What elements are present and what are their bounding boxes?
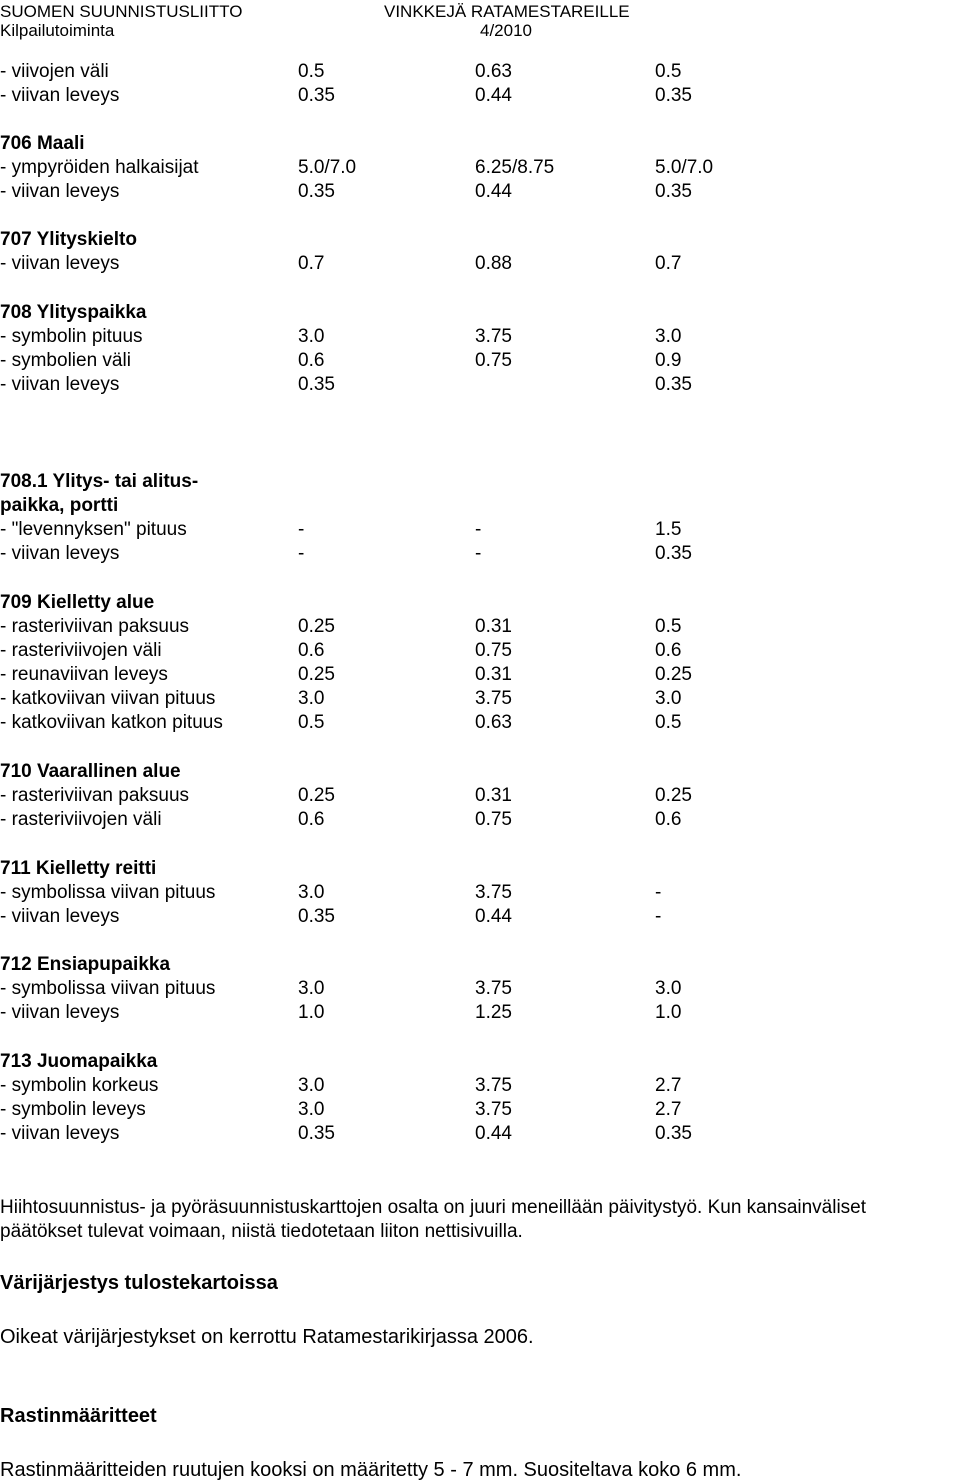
row-value-3: 0.7 — [655, 253, 682, 274]
row-value-3: 1.5 — [655, 519, 682, 540]
row-value-2: 0.75 — [475, 809, 512, 830]
row-value-3: 0.35 — [655, 85, 692, 106]
section-heading: 710 Vaarallinen alue — [0, 761, 181, 782]
color-order-text: Oikeat värijärjestykset on kerrottu Ratamestarikirjassa 2006. — [0, 1326, 534, 1348]
row-value-1: 3.0 — [298, 688, 325, 709]
row-value-1: 0.6 — [298, 350, 325, 371]
row-value-2: 3.75 — [475, 326, 512, 347]
row-value-2: - — [475, 543, 482, 564]
row-label: - symbolin korkeus — [0, 1075, 159, 1096]
row-label: - "levennyksen" pituus — [0, 519, 187, 540]
section-heading: 713 Juomapaikka — [0, 1051, 158, 1072]
row-value-3: 0.35 — [655, 1123, 692, 1144]
row-label: - viivan leveys — [0, 1123, 120, 1144]
row-value-2: 1.25 — [475, 1002, 512, 1023]
row-label: - viivojen väli — [0, 61, 109, 82]
row-value-1: 0.6 — [298, 640, 325, 661]
section-heading: 706 Maali — [0, 133, 85, 154]
row-label: - viivan leveys — [0, 181, 120, 202]
section-heading: 711 Kielletty reitti — [0, 858, 157, 879]
row-value-3: 0.9 — [655, 350, 682, 371]
section-heading: 707 Ylityskielto — [0, 229, 137, 250]
row-value-2: 3.75 — [475, 1075, 512, 1096]
row-value-3: - — [655, 906, 662, 927]
row-value-3: 2.7 — [655, 1099, 682, 1120]
row-value-3: 0.5 — [655, 712, 682, 733]
control-markers-text: Rastinmääritteiden ruutujen kooksi on määritetty 5 - 7 mm. Suositeltava koko 6 mm. — [0, 1459, 742, 1481]
section-heading-continued: paikka, portti — [0, 495, 119, 516]
row-value-1: 0.5 — [298, 712, 325, 733]
row-value-3: 0.6 — [655, 809, 682, 830]
row-value-2: 3.75 — [475, 1099, 512, 1120]
row-label: - katkoviivan katkon pituus — [0, 712, 223, 733]
row-value-1: 0.35 — [298, 181, 335, 202]
row-label: - symbolissa viivan pituus — [0, 882, 216, 903]
row-label: - rasteriviivan paksuus — [0, 785, 190, 806]
section-heading: 708.1 Ylitys- tai alitus- — [0, 471, 199, 492]
row-value-3: 5.0/7.0 — [655, 157, 714, 178]
note-paragraph-line-2: päätökset tulevat voimaan, niistä tiedotetaan liiton nettisivuilla. — [0, 1221, 523, 1242]
row-value-2: 0.63 — [475, 61, 512, 82]
row-label: - rasteriviivan paksuus — [0, 616, 190, 637]
row-value-3: 0.35 — [655, 374, 692, 395]
row-value-2: 3.75 — [475, 978, 512, 999]
row-value-2: 0.31 — [475, 664, 512, 685]
section-heading: 708 Ylityspaikka — [0, 302, 147, 323]
row-value-2: 0.44 — [475, 181, 512, 202]
row-label: - viivan leveys — [0, 1002, 120, 1023]
row-value-2: 0.63 — [475, 712, 512, 733]
row-value-1: 0.6 — [298, 809, 325, 830]
header-title: VINKKEJÄ RATAMESTAREILLE — [384, 2, 630, 21]
header-department: Kilpailutoiminta — [0, 21, 115, 40]
row-value-1: 0.5 — [298, 61, 325, 82]
row-label: - viivan leveys — [0, 906, 120, 927]
note-paragraph-line-1: Hiihtosuunnistus- ja pyöräsuunnistuskarttojen osalta on juuri meneillään päivitystyö. Kun kansainväliset — [0, 1197, 867, 1218]
row-label: - rasteriviivojen väli — [0, 640, 162, 661]
row-value-2: 0.44 — [475, 906, 512, 927]
page-header — [0, 0, 960, 48]
row-value-2: 0.75 — [475, 640, 512, 661]
row-value-3: 3.0 — [655, 978, 682, 999]
color-order-heading: Värijärjestys tulostekartoissa — [0, 1272, 278, 1294]
row-value-1: 0.25 — [298, 616, 335, 637]
row-value-1: 3.0 — [298, 978, 325, 999]
row-value-3: 2.7 — [655, 1075, 682, 1096]
control-markers-heading: Rastinmääritteet — [0, 1405, 157, 1427]
row-value-1: 0.25 — [298, 785, 335, 806]
row-label: - viivan leveys — [0, 85, 120, 106]
row-value-1: - — [298, 519, 305, 540]
row-value-1: 0.35 — [298, 85, 335, 106]
row-label: - viivan leveys — [0, 374, 120, 395]
row-value-3: 0.25 — [655, 664, 692, 685]
row-label: - symbolien väli — [0, 350, 131, 371]
row-label: - symbolissa viivan pituus — [0, 978, 216, 999]
row-value-3: 0.35 — [655, 543, 692, 564]
row-value-3: 0.35 — [655, 181, 692, 202]
row-value-2: - — [475, 519, 482, 540]
row-label: - symbolin leveys — [0, 1099, 146, 1120]
row-value-2: 0.44 — [475, 85, 512, 106]
row-label: - viivan leveys — [0, 543, 120, 564]
row-value-1: 3.0 — [298, 882, 325, 903]
row-value-2: 0.44 — [475, 1123, 512, 1144]
row-value-1: 1.0 — [298, 1002, 325, 1023]
row-label: - viivan leveys — [0, 253, 120, 274]
row-label: - rasteriviivojen väli — [0, 809, 162, 830]
row-value-3: 3.0 — [655, 326, 682, 347]
row-value-3: - — [655, 882, 662, 903]
row-label: - katkoviivan viivan pituus — [0, 688, 216, 709]
row-value-1: 0.35 — [298, 374, 335, 395]
row-value-1: 3.0 — [298, 326, 325, 347]
row-label: - reunaviivan leveys — [0, 664, 168, 685]
section-heading: 709 Kielletty alue — [0, 592, 155, 613]
row-label: - symbolin pituus — [0, 326, 143, 347]
section-heading: 712 Ensiapupaikka — [0, 954, 171, 975]
row-label: - ympyröiden halkaisijat — [0, 157, 199, 178]
row-value-3: 0.6 — [655, 640, 682, 661]
row-value-2: 0.31 — [475, 616, 512, 637]
row-value-3: 3.0 — [655, 688, 682, 709]
row-value-3: 0.5 — [655, 616, 682, 637]
row-value-1: 0.35 — [298, 906, 335, 927]
row-value-2: 0.31 — [475, 785, 512, 806]
row-value-2: 6.25/8.75 — [475, 157, 555, 178]
row-value-1: 3.0 — [298, 1099, 325, 1120]
row-value-3: 0.5 — [655, 61, 682, 82]
row-value-2: 0.75 — [475, 350, 512, 371]
row-value-2: 3.75 — [475, 882, 512, 903]
row-value-1: 5.0/7.0 — [298, 157, 357, 178]
row-value-1: 0.25 — [298, 664, 335, 685]
row-value-3: 1.0 — [655, 1002, 682, 1023]
row-value-3: 0.25 — [655, 785, 692, 806]
header-issue: 4/2010 — [480, 21, 532, 40]
row-value-1: 0.35 — [298, 1123, 335, 1144]
row-value-1: 0.7 — [298, 253, 325, 274]
row-value-2: 0.88 — [475, 253, 512, 274]
row-value-1: - — [298, 543, 305, 564]
row-value-1: 3.0 — [298, 1075, 325, 1096]
header-organization: SUOMEN SUUNNISTUSLIITTO — [0, 2, 243, 21]
row-value-2: 3.75 — [475, 688, 512, 709]
